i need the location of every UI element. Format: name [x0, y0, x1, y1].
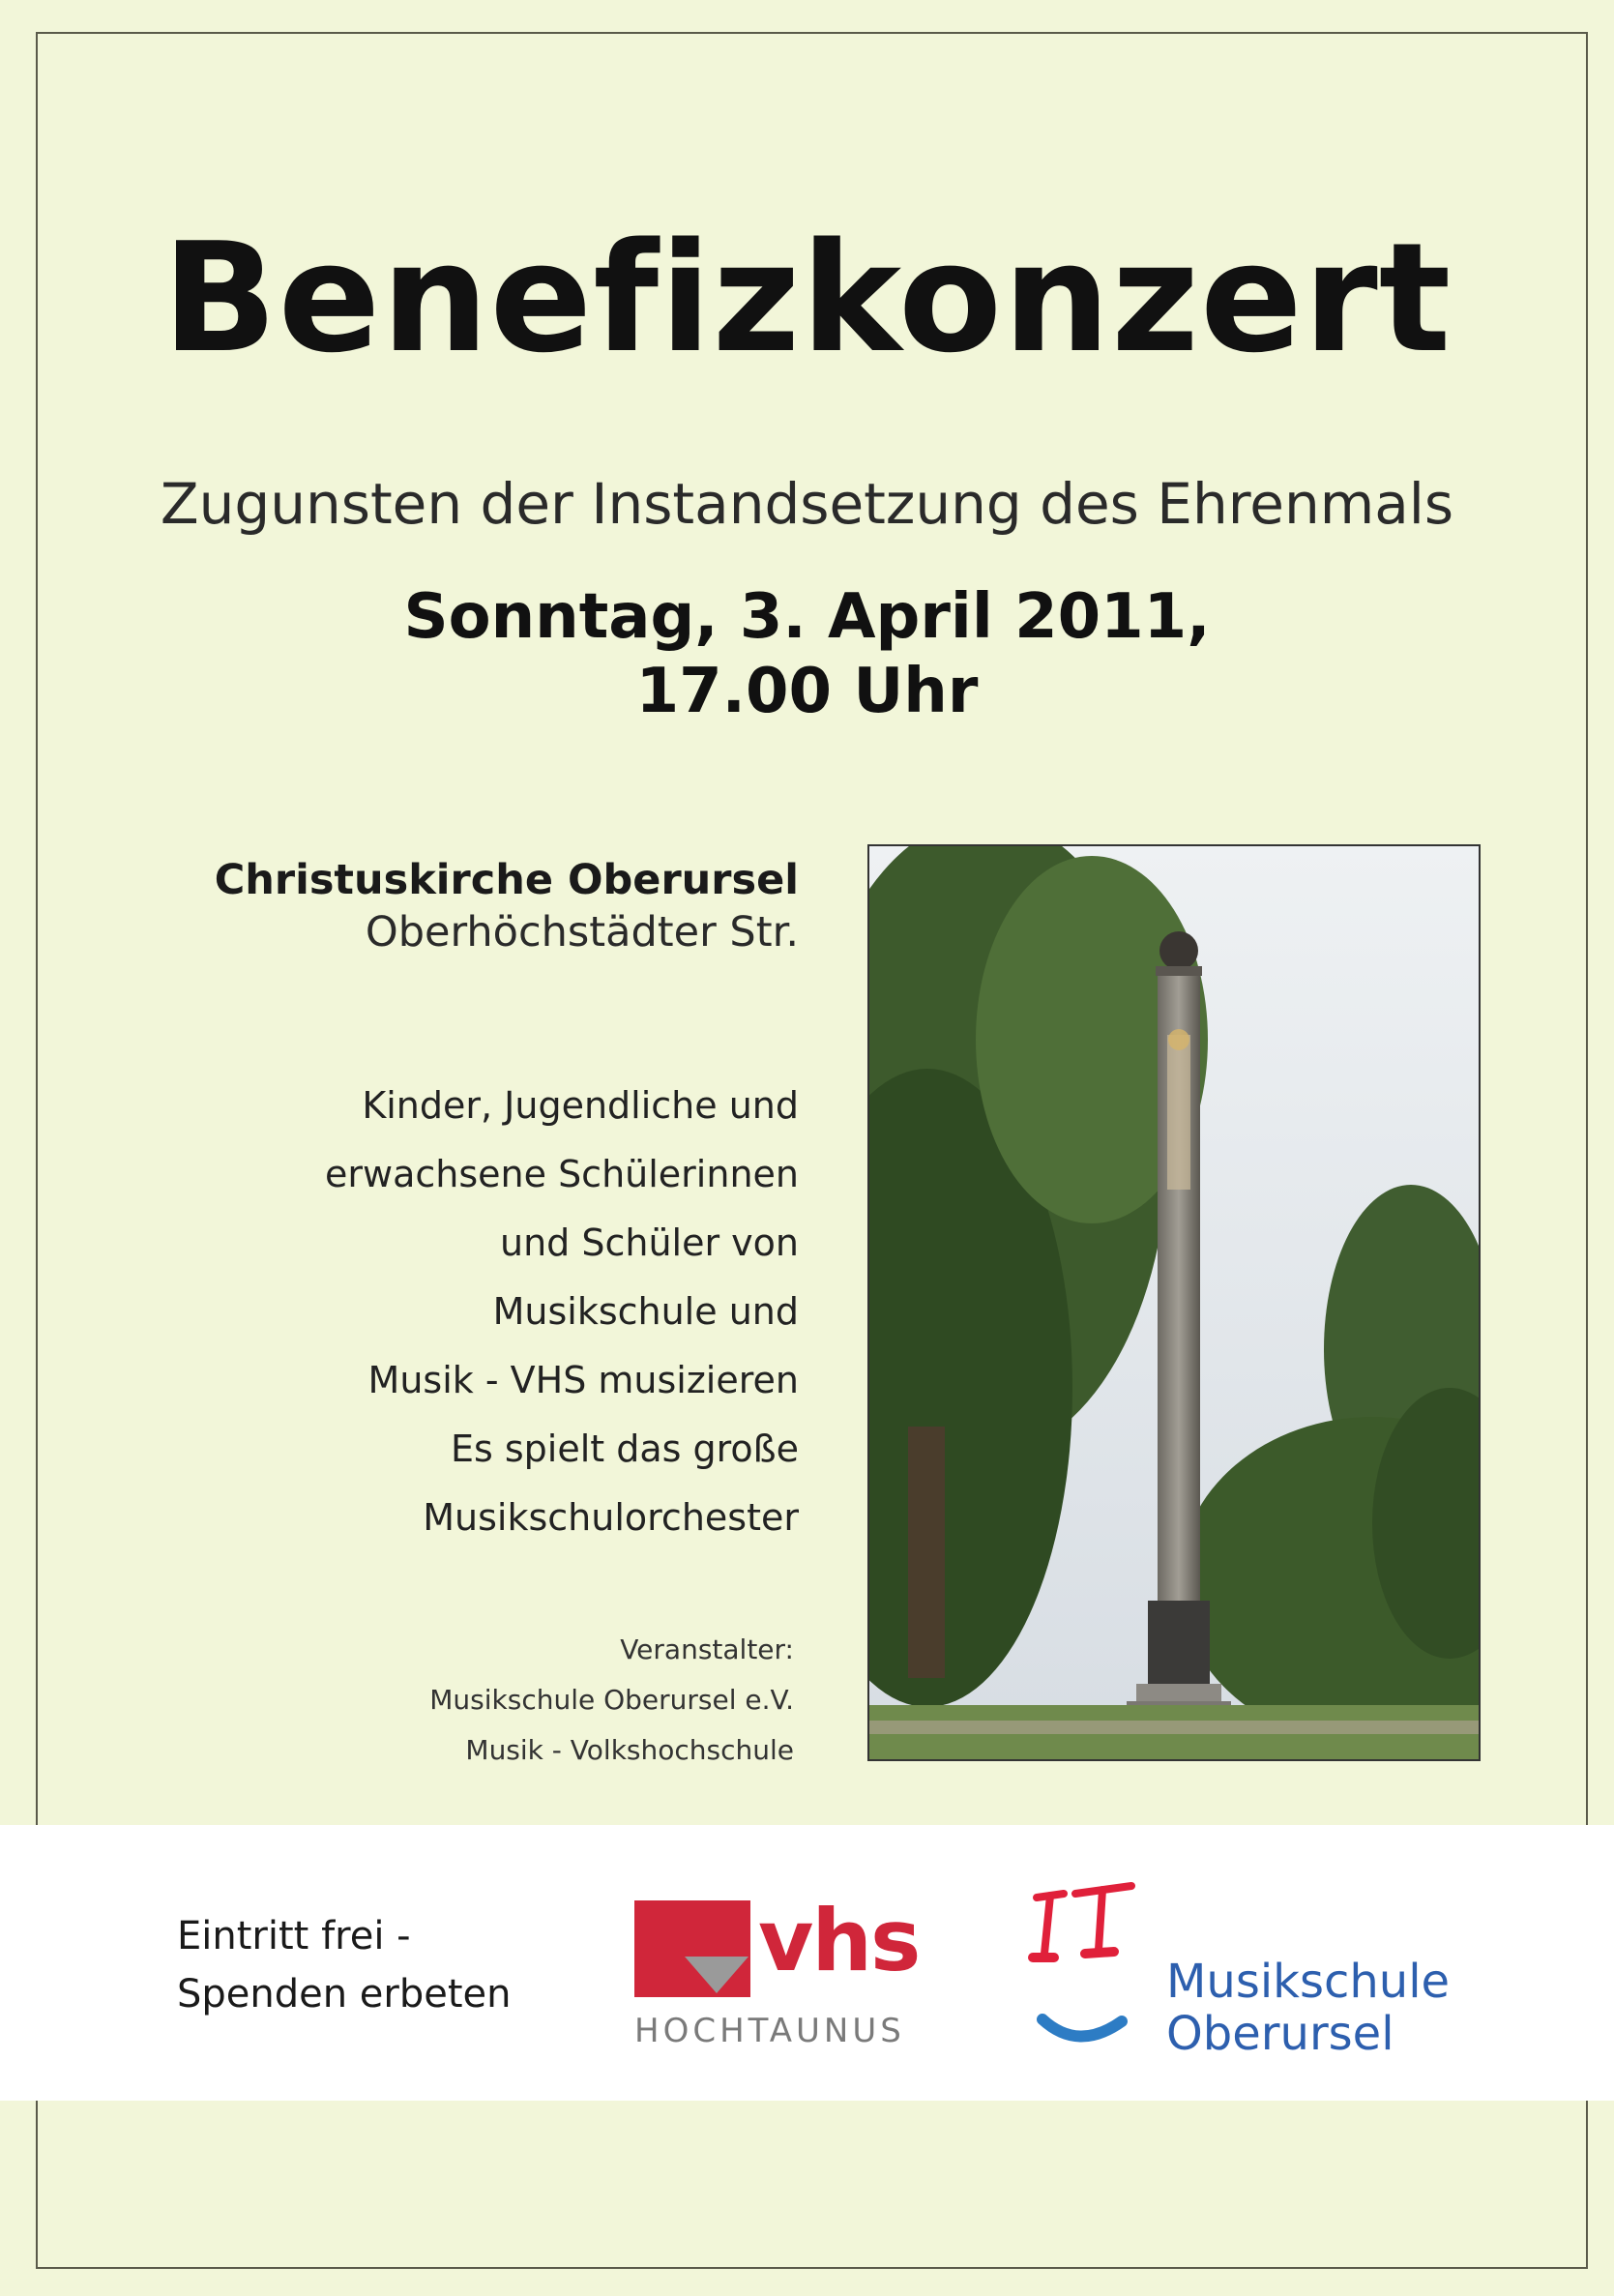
memorial-photo-image	[869, 846, 1479, 1759]
donation-line: Spenden erbeten	[177, 1972, 512, 2016]
venue-street: Oberhöchstädter Str.	[365, 907, 799, 957]
performers-line: Musikschulorchester	[423, 1496, 799, 1539]
memorial-photo	[867, 844, 1481, 1761]
organizer-label: Veranstalter:	[620, 1634, 794, 1665]
performers-line: und Schüler von	[499, 1222, 799, 1264]
organizer-block	[117, 1625, 794, 1776]
event-time-line: 17.00 Uhr	[635, 655, 979, 727]
performers-line: Es spielt das große	[450, 1428, 799, 1470]
performers-text	[122, 1072, 799, 1552]
vhs-logo	[631, 1891, 921, 2065]
musikschule-logo-line: Musikschule	[1166, 1955, 1451, 2009]
venue-name: Christuskirche Oberursel	[214, 856, 799, 904]
venue	[122, 855, 799, 959]
poster-subtitle: Zugunsten der Instandsetzung des Ehrenmals	[160, 471, 1454, 537]
performers-line: erwachsene Schülerinnen	[325, 1153, 799, 1195]
event-date	[0, 580, 1614, 729]
performers-line: Kinder, Jugendliche und	[362, 1084, 799, 1127]
vhs-logo-text: vhs	[758, 1891, 920, 1990]
entry-notice	[177, 1907, 512, 2023]
organizer-name: Musik - Volkshochschule	[465, 1734, 794, 1766]
performers-line: Musik - VHS musizieren	[367, 1359, 799, 1401]
vhs-triangle-icon	[634, 1900, 750, 1997]
musikschule-logo	[1025, 1876, 1489, 2070]
organizer-name: Musikschule Oberursel e.V.	[429, 1684, 794, 1716]
vhs-logo-mark	[634, 1900, 750, 1997]
entry-line: Eintritt frei -	[177, 1914, 411, 1958]
musikschule-face-icon	[1025, 1876, 1170, 2070]
vhs-logo-subtitle: HOCHTAUNUS	[634, 2012, 905, 2050]
performers-line: Musikschule und	[492, 1290, 799, 1333]
musikschule-logo-line: Oberursel	[1166, 2007, 1394, 2061]
event-date-line: Sonntag, 3. April 2011,	[403, 581, 1211, 653]
musikschule-logo-text	[1166, 1956, 1450, 2060]
poster-title: Benefizkonzert	[161, 210, 1453, 386]
